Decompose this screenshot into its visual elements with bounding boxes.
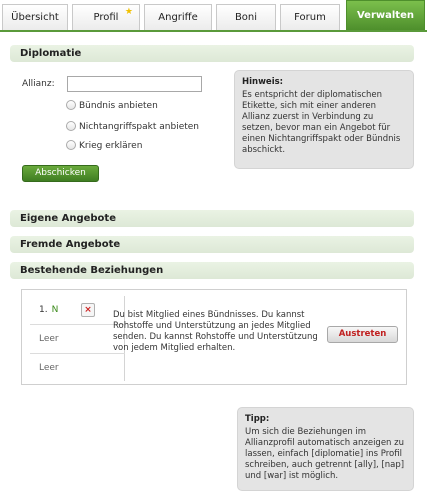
tip-title: Tipp:: [245, 414, 270, 424]
relation-slot-2: Leer: [30, 325, 125, 354]
tab-label: Angriffe: [158, 12, 198, 23]
star-icon: ★: [124, 7, 133, 17]
slot-alliance: N: [51, 305, 59, 315]
section-bestehende-beziehungen[interactable]: Bestehende Beziehungen: [10, 262, 414, 279]
main-tab-bar: [0, 0, 427, 32]
tab-profil[interactable]: [72, 4, 140, 30]
radio-buendnis[interactable]: [66, 100, 76, 110]
radio-nichtangriffspakt[interactable]: [66, 121, 76, 131]
hint-box: [234, 70, 414, 169]
alliance-input[interactable]: [67, 76, 202, 92]
relation-slot-3: Leer: [39, 363, 59, 373]
tab-label: Profil: [93, 12, 119, 23]
section-eigene-angebote[interactable]: Eigene Angebote: [10, 210, 414, 227]
remove-icon[interactable]: ×: [81, 303, 95, 317]
relation-description: Du bist Mitglied eines Bündnisses. Du kannst Rohstoffe und Unterstützung an jedes Mitglied senden. Du kannst Rohstoffe und Unterstützung von jedem Mitglied erhalten.: [113, 310, 318, 353]
relations-panel: [21, 289, 407, 385]
relation-slots: [30, 296, 125, 381]
hint-text: Es entspricht der diplomatischen Etikette, sich mit einer anderen Allianz zuerst in Verbindung zu setzen, bevor man ein Angebot für einen Nichtangriffspakt oder Bündnis abschickt.: [242, 90, 401, 155]
tab-label: Forum: [294, 12, 326, 23]
slot-number: 1.: [39, 305, 48, 315]
alliance-label: Allianz:: [22, 79, 55, 89]
radio-nichtangriffspakt-label[interactable]: Nichtangriffspakt anbieten: [79, 122, 200, 132]
submit-button[interactable]: Abschicken: [22, 165, 99, 182]
tab-label: Übersicht: [11, 12, 59, 23]
relation-slot-1[interactable]: [30, 296, 125, 325]
tip-box: [237, 407, 414, 491]
tip-text: Um sich die Beziehungen im Allianzprofil automatisch anzeigen zu lassen, einfach [diplomatie] ins Profil schreiben, auch getrennt [ally], [nap] und [war] ist möglich.: [245, 427, 405, 481]
tab-verwalten[interactable]: [346, 0, 425, 30]
tab-label: Boni: [234, 12, 258, 23]
tab-angriffe[interactable]: [144, 4, 212, 30]
tab-boni[interactable]: [216, 4, 276, 30]
leave-button[interactable]: Austreten: [327, 326, 398, 343]
radio-buendnis-label[interactable]: Bündnis anbieten: [79, 101, 158, 111]
radio-krieg-label[interactable]: Krieg erklären: [79, 141, 143, 151]
hint-title: Hinweis:: [242, 77, 284, 87]
tab-uebersicht[interactable]: [2, 4, 68, 30]
tab-forum[interactable]: [280, 4, 340, 30]
radio-krieg[interactable]: [66, 140, 76, 150]
section-fremde-angebote[interactable]: Fremde Angebote: [10, 236, 414, 253]
tab-label: Verwalten: [356, 10, 414, 21]
section-diplomatie: Diplomatie: [10, 45, 414, 62]
